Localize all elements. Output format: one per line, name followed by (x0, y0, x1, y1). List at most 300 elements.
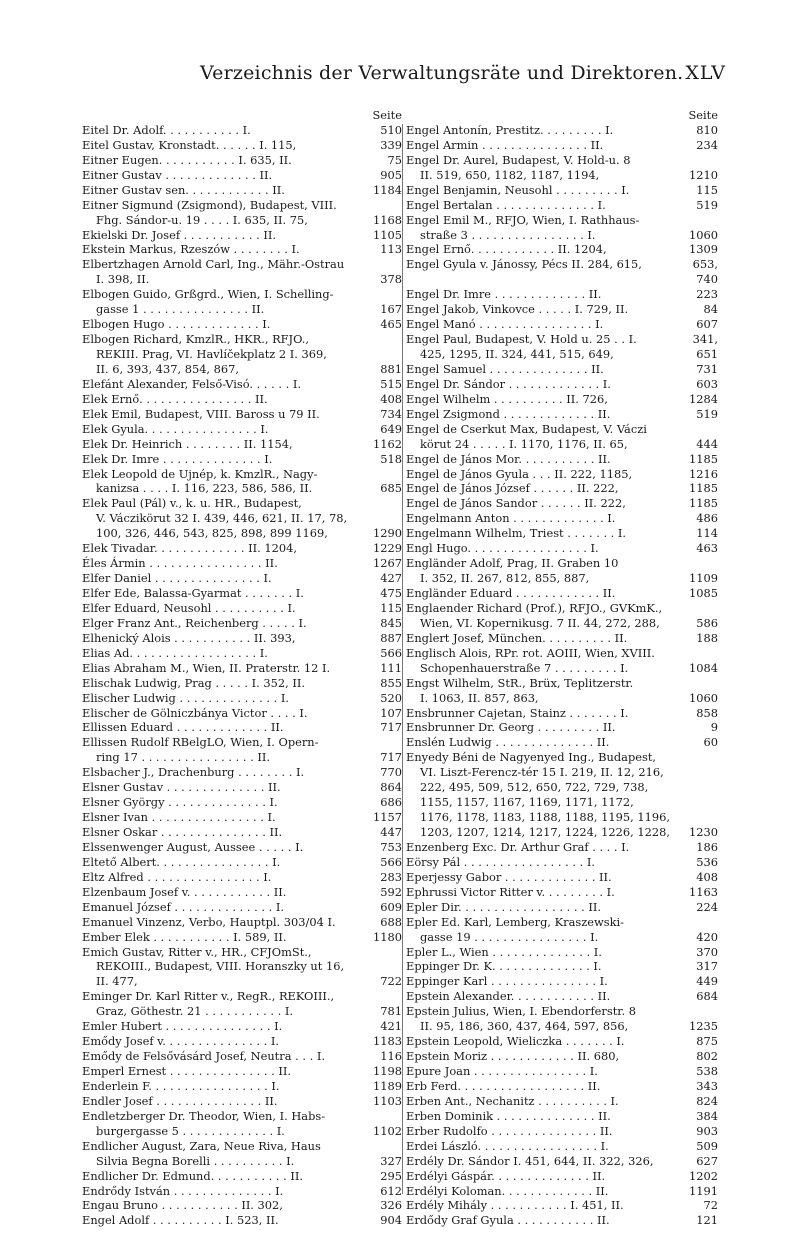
entry-text: Fhg. Sándor-u. 19 . . . . I. 635, II. 75, (96, 212, 308, 227)
entry-line (406, 989, 718, 1004)
entry-line (406, 198, 718, 213)
entry-text: Englaender Richard (Prof.), RFJO., GVKmK., (406, 600, 663, 615)
entry-text: Enzenberg Exc. Dr. Arthur Graf . . . . I. (406, 839, 630, 854)
entry-line (406, 1094, 718, 1109)
entry-text: Erben Dominik . . . . . . . . . . . . . . II. (406, 1108, 611, 1123)
index-entry (406, 422, 718, 452)
page-reference: 343 (696, 1078, 718, 1093)
entry-line (406, 586, 718, 601)
entry-line (406, 138, 718, 153)
column-divider (402, 124, 403, 1194)
left-column (82, 108, 402, 1228)
index-entry (82, 392, 402, 407)
entry-line (406, 1184, 718, 1199)
entry-text: Engel de János Mor. . . . . . . . . . . II. (406, 451, 611, 466)
page-reference: 1284 (689, 391, 718, 406)
entry-line (82, 945, 402, 960)
page-reference (399, 496, 402, 511)
page-reference: 1185 (689, 451, 718, 466)
index-entry (406, 198, 718, 213)
index-entry (406, 123, 718, 138)
entry-line (406, 228, 718, 243)
index-entry (406, 317, 718, 332)
entry-line (82, 1079, 402, 1094)
index-entry (406, 1124, 718, 1139)
entry-line (406, 168, 718, 183)
page-reference: 167 (380, 302, 402, 317)
entry-text: Engländer Adolf, Prag, II. Graben 10 (406, 556, 619, 571)
entry-line (406, 661, 718, 676)
entry-line (406, 1169, 718, 1184)
page-reference: 566 (380, 854, 402, 869)
page-reference: 731 (696, 361, 718, 376)
page-reference: 317 (696, 959, 718, 974)
index-entry (406, 467, 718, 482)
index-entry (406, 750, 718, 840)
entry-line (406, 242, 718, 257)
index-entry (82, 1064, 402, 1079)
entry-text: Ellissen Rudolf RBelgLO, Wien, I. Opern- (82, 735, 319, 750)
entry-text: Elek Leopold de Ujnép, k. KmzlR., Nagy- (82, 466, 318, 481)
page-reference: 447 (380, 825, 402, 839)
entry-line (82, 1139, 402, 1154)
entry-line (406, 616, 718, 631)
page-reference: 186 (696, 839, 718, 854)
index-entry (82, 153, 402, 168)
page-reference: 905 (380, 167, 402, 182)
entry-line (82, 646, 402, 661)
page-reference (399, 1139, 402, 1154)
entry-text: 1203, 1207, 1214, 1217, 1224, 1226, 1228, (420, 825, 670, 839)
entry-text: Ensbrunner Dr. Georg . . . . . . . . . II. (406, 720, 616, 735)
index-entry (406, 885, 718, 900)
entry-line (406, 437, 718, 452)
entry-line (82, 586, 402, 601)
page-reference (715, 646, 718, 661)
entry-line (406, 691, 718, 706)
entry-line (406, 1139, 718, 1154)
page-reference: 427 (380, 571, 402, 586)
entry-line (406, 153, 718, 168)
entry-text: II. 519, 650, 1182, 1187, 1194, (420, 167, 600, 182)
index-entry (82, 1109, 402, 1139)
entry-text: Endler Josef . . . . . . . . . . . . . . . II. (82, 1093, 278, 1108)
page-reference: 1162 (373, 436, 402, 451)
entry-text: REKIII. Prag, VI. Havlíčekplatz 2 I. 369, (96, 347, 327, 361)
entry-text: Eitner Eugen. . . . . . . . . . . I. 635, II. (82, 152, 292, 167)
entry-text: Silvia Begna Borelli . . . . . . . . . . I. (96, 1153, 295, 1168)
entry-text: Engel Bertalan . . . . . . . . . . . . . . I. (406, 197, 606, 212)
index-entry (82, 1198, 402, 1213)
entry-text: Erdei László. . . . . . . . . . . . . . . . . I. (406, 1138, 609, 1153)
page-reference: 1105 (373, 227, 402, 242)
entry-line (406, 511, 718, 526)
entry-line (82, 915, 402, 930)
page-reference: 651 (696, 347, 718, 361)
entry-line (406, 646, 718, 661)
entry-line (82, 870, 402, 885)
entry-line (82, 840, 402, 855)
entry-line (82, 302, 402, 317)
entry-line (82, 407, 402, 422)
entry-text: Epler Dir. . . . . . . . . . . . . . . . . . II. (406, 899, 601, 914)
entry-line (406, 556, 718, 571)
entry-line (82, 242, 402, 257)
entry-text: Elsner Gustav . . . . . . . . . . . . . . II. (82, 780, 281, 795)
entry-text: Emperl Ernest . . . . . . . . . . . . . . . II. (82, 1064, 291, 1078)
entry-text: 222, 495, 509, 512, 650, 722, 729, 738, (420, 780, 649, 795)
entry-line (406, 1034, 718, 1049)
index-entry (406, 915, 718, 945)
index-entry (82, 496, 402, 541)
entry-line (82, 571, 402, 586)
page-reference: 370 (696, 944, 718, 959)
entry-line (406, 183, 718, 198)
index-entry (406, 735, 718, 750)
index-entry (82, 661, 402, 676)
entry-text: Erdélyi Koloman. . . . . . . . . . . . . II. (406, 1183, 609, 1198)
index-entry (82, 1049, 402, 1064)
entry-text: REKOIII., Budapest, VIII. Horanszky ut 16, (96, 959, 345, 974)
index-entry (82, 123, 402, 138)
entry-line (82, 541, 402, 556)
index-entry (82, 795, 402, 810)
entry-line (82, 168, 402, 183)
page-reference: 810 (696, 122, 718, 137)
entry-line (406, 676, 718, 691)
entry-text: V. Váczikörut 32 I. 439, 446, 621, II. 17, 78, (96, 511, 348, 526)
entry-line (406, 840, 718, 855)
index-entry (406, 1198, 718, 1213)
page-reference: 855 (380, 675, 402, 690)
index-entry (406, 392, 718, 407)
index-entry (82, 257, 402, 287)
page-reference: 1230 (689, 825, 718, 839)
entry-line (82, 959, 402, 974)
right-column (406, 108, 718, 1228)
page-reference (399, 945, 402, 960)
entry-text: Elsner György . . . . . . . . . . . . . . I. (82, 795, 278, 810)
entry-line (82, 661, 402, 676)
entry-text: Eitner Sigmund (Zsigmond), Budapest, VIII. (82, 197, 337, 212)
entry-text: Engel Paul, Budapest, V. Hold u. 25 . . I. (406, 332, 637, 347)
seite-label: Seite (372, 108, 402, 122)
page-reference: 566 (380, 645, 402, 660)
page-reference: 904 (380, 1213, 402, 1228)
index-entry (406, 900, 718, 915)
page-reference (715, 915, 718, 930)
entry-text: Epstein Julius, Wien, I. Ebendorferstr. 8 (406, 1004, 636, 1019)
entry-line (406, 392, 718, 407)
entry-line (406, 1064, 718, 1079)
entry-line (406, 1109, 718, 1124)
index-entry (82, 138, 402, 153)
entry-line (406, 467, 718, 482)
index-entry (82, 885, 402, 900)
page-reference (715, 676, 718, 691)
entry-text: Eltz Alfred . . . . . . . . . . . . . . . . I. (82, 869, 272, 884)
index-entry (406, 974, 718, 989)
entry-line (82, 511, 402, 526)
page-reference: 463 (696, 541, 718, 556)
page-reference: 1191 (689, 1183, 718, 1198)
entry-line (82, 1094, 402, 1109)
entry-text: Elsner Ivan . . . . . . . . . . . . . . . . I. (82, 810, 276, 825)
index-entry (406, 1139, 718, 1154)
index-entry (82, 676, 402, 691)
index-entry (82, 1034, 402, 1049)
index-entry (82, 437, 402, 452)
page-reference: 341, (692, 332, 718, 347)
entry-text: Elzenbaum Josef v. . . . . . . . . . . . II. (82, 884, 287, 899)
entry-text: Ephrussi Victor Ritter v. . . . . . . . . I. (406, 884, 615, 899)
entry-line (82, 138, 402, 153)
entry-line (82, 750, 402, 765)
page-reference: 114 (696, 526, 718, 541)
page-reference (715, 213, 718, 228)
page-reference: 223 (696, 287, 718, 302)
page-reference: 444 (696, 436, 718, 451)
entry-text: Enyedy Béni de Nagyenyed Ing., Budapest, (406, 750, 657, 765)
entry-text: Endletzberger Dr. Theodor, Wien, I. Habs- (82, 1108, 326, 1123)
entry-text: Engel Ernő. . . . . . . . . . . . II. 1204, (406, 242, 607, 257)
page-reference (715, 601, 718, 616)
entry-text: Wien, VI. Kopernikusg. 7 II. 44, 272, 288, (420, 615, 660, 630)
page-reference: 295 (380, 1168, 402, 1183)
index-entry (406, 1079, 718, 1094)
page-reference: 1103 (373, 1093, 402, 1108)
entry-line (406, 974, 718, 989)
index-entry (82, 930, 402, 945)
page-reference: 586 (696, 615, 718, 630)
entry-line (406, 526, 718, 541)
page-reference (399, 467, 402, 482)
entry-text: Engst Wilhelm, StR., Brüx, Teplitzerstr. (406, 675, 634, 690)
entry-text: Engel Dr. Imre . . . . . . . . . . . . . II. (406, 287, 602, 302)
page-reference: 740 (696, 272, 718, 287)
entry-text: Engländer Eduard . . . . . . . . . . . . II. (406, 586, 616, 600)
index-entry (82, 228, 402, 243)
entry-line (82, 362, 402, 377)
index-entry (406, 1034, 718, 1049)
page-reference: 9 (710, 720, 718, 735)
entry-line (406, 735, 718, 750)
page-reference: 1309 (689, 242, 718, 257)
page-reference: 875 (696, 1034, 718, 1049)
page-reference: 1235 (689, 1019, 718, 1034)
entry-line (406, 1079, 718, 1094)
index-entry (406, 496, 718, 511)
entry-text: Engel Dr. Aurel, Budapest, V. Hold-u. 8 (406, 152, 631, 167)
page-reference: 717 (380, 720, 402, 735)
page-reference: 1216 (689, 466, 718, 481)
page-reference: 224 (696, 899, 718, 914)
entry-text: Elias Ad. . . . . . . . . . . . . . . . . . I. (82, 645, 268, 660)
entry-text: Elek Dr. Heinrich . . . . . . . . II. 1154, (82, 436, 293, 451)
entry-line (82, 481, 402, 496)
entry-line (82, 437, 402, 452)
page-reference (399, 959, 402, 974)
entry-line (82, 930, 402, 945)
page-reference: 1229 (373, 541, 402, 556)
entry-text: Emődy de Felsővásárd Josef, Neutra . . . I. (82, 1049, 325, 1064)
page-reference (715, 765, 718, 780)
entry-line (82, 780, 402, 795)
entry-text: Eitel Gustav, Kronstadt. . . . . . I. 115, (82, 137, 297, 152)
entry-line (82, 213, 402, 228)
entry-line (82, 855, 402, 870)
entry-text: Engel Samuel . . . . . . . . . . . . . . II. (406, 361, 604, 376)
index-entry (82, 467, 402, 497)
index-entry (406, 213, 718, 243)
page-reference: 384 (696, 1108, 718, 1123)
entry-text: Epure Joan . . . . . . . . . . . . . . . . I. (406, 1064, 598, 1078)
entry-line (406, 213, 718, 228)
index-entry (82, 1169, 402, 1184)
entry-line (82, 1154, 402, 1169)
index-entry (82, 541, 402, 556)
entry-text: Epler L., Wien . . . . . . . . . . . . . . I. (406, 944, 602, 959)
entry-text: Elfer Ede, Balassa-Gyarmat . . . . . . . I. (82, 586, 304, 600)
entry-line (406, 810, 718, 825)
page-reference (399, 989, 402, 1004)
entry-text: Elhenický Alois . . . . . . . . . . . II. 393, (82, 630, 296, 645)
entry-text: I. 398, II. (96, 272, 150, 287)
entry-text: Erb Ferd. . . . . . . . . . . . . . . . . . II. (406, 1078, 601, 1093)
entry-text: Elek Emil, Budapest, VIII. Baross u 79 II. (82, 406, 320, 421)
entry-text: straße 3 . . . . . . . . . . . . . . . . I. (420, 227, 596, 242)
entry-text: I. 1063, II. 857, 863, (420, 690, 539, 705)
entry-line (82, 1019, 402, 1034)
index-entry (82, 1139, 402, 1169)
page-reference: 722 (380, 974, 402, 989)
index-entry (406, 959, 718, 974)
index-entry (406, 377, 718, 392)
entry-text: Emler Hubert . . . . . . . . . . . . . . . I. (82, 1019, 283, 1034)
index-entry (82, 945, 402, 990)
page-reference: 1180 (373, 929, 402, 944)
entry-text: Ekielski Dr. Josef . . . . . . . . . . . II. (82, 227, 276, 242)
entry-line (82, 257, 402, 272)
entry-line (82, 347, 402, 362)
index-entry (82, 825, 402, 840)
entry-text: körut 24 . . . . . I. 1170, 1176, II. 65, (420, 436, 628, 451)
entry-text: Endlicher Dr. Edmund. . . . . . . . . . . II. (82, 1168, 303, 1183)
page-reference: 421 (380, 1019, 402, 1034)
entry-line (82, 526, 402, 541)
index-entry (406, 1109, 718, 1124)
index-entry (406, 840, 718, 855)
page-reference: 607 (696, 317, 718, 332)
page-reference: 903 (696, 1123, 718, 1138)
entry-line (82, 974, 402, 989)
entry-line (406, 1154, 718, 1169)
page-reference: 1184 (373, 182, 402, 197)
entry-line (82, 601, 402, 616)
entry-line (82, 1004, 402, 1019)
entry-text: Elek Ernő. . . . . . . . . . . . . . . . II. (82, 391, 268, 406)
index-entry (82, 646, 402, 661)
page-reference: 864 (380, 780, 402, 795)
page-reference: 84 (703, 302, 718, 317)
page-reference: 234 (696, 137, 718, 152)
entry-text: Engau Bruno . . . . . . . . . . . II. 302, (82, 1198, 283, 1213)
entry-line (82, 1213, 402, 1228)
entry-text: Elefánt Alexander, Felső-Visó. . . . . . I. (82, 376, 301, 391)
page-reference: 1183 (373, 1034, 402, 1049)
page-reference (399, 735, 402, 750)
index-entry (82, 332, 402, 377)
index-entry (406, 526, 718, 541)
entry-text: Engel Emil M., RFJO, Wien, I. Rathhaus- (406, 212, 640, 227)
page-reference: 1085 (689, 586, 718, 600)
entry-text: Erber Rudolfo . . . . . . . . . . . . . . . II. (406, 1123, 613, 1138)
page-reference (715, 1004, 718, 1019)
entry-line (406, 915, 718, 930)
entry-line (82, 467, 402, 482)
page-reference: 283 (380, 869, 402, 884)
page-reference: 1185 (689, 496, 718, 511)
page-header (0, 62, 800, 86)
index-entry (82, 765, 402, 780)
index-entry (82, 407, 402, 422)
page-reference (715, 810, 718, 825)
page-reference: 1163 (689, 884, 718, 899)
entry-line (82, 1064, 402, 1079)
entry-line (82, 422, 402, 437)
entry-text: Englert Josef, München. . . . . . . . . . II. (406, 630, 628, 645)
entry-line (82, 452, 402, 467)
page-reference: 72 (703, 1198, 718, 1213)
entry-line (82, 183, 402, 198)
entry-text: Erdődy Graf Gyula . . . . . . . . . . . II. (406, 1213, 610, 1228)
entry-text: II. 477, (96, 974, 138, 989)
index-entry (406, 1184, 718, 1199)
entry-line (82, 1124, 402, 1139)
index-entry (406, 676, 718, 706)
entry-text: II. 95, 186, 360, 437, 464, 597, 856, (420, 1019, 629, 1034)
index-entry (406, 153, 718, 183)
entry-text: 100, 326, 446, 543, 825, 898, 899 1169, (96, 526, 328, 541)
entry-line (82, 765, 402, 780)
entry-line (82, 795, 402, 810)
entry-line (82, 676, 402, 691)
page-reference: 612 (380, 1183, 402, 1198)
index-entry (82, 706, 402, 721)
index-entry (406, 332, 718, 362)
entry-text: Engel Dr. Sándor . . . . . . . . . . . . . I. (406, 376, 611, 391)
index-entry (406, 1049, 718, 1064)
page-number: XLV (685, 62, 726, 84)
page-reference: 116 (380, 1049, 402, 1064)
entry-line (406, 1213, 718, 1228)
page-reference: 753 (380, 839, 402, 854)
entry-text: Elek Dr. Imre . . . . . . . . . . . . . . I. (82, 451, 273, 466)
page-reference: 75 (387, 152, 402, 167)
entry-text: Elfer Daniel . . . . . . . . . . . . . . . I. (82, 571, 272, 586)
entry-line (406, 825, 718, 840)
entry-text: Elias Abraham M., Wien, II. Praterstr. 12 I. (82, 660, 331, 675)
entry-line (406, 795, 718, 810)
index-entry (82, 287, 402, 317)
page-reference: 1157 (373, 810, 402, 825)
page-reference (399, 347, 402, 362)
entry-text: Graz, Göthestr. 21 . . . . . . . . . . . I. (96, 1004, 293, 1019)
entry-line (82, 123, 402, 138)
index-entry (406, 945, 718, 960)
index-entry (82, 616, 402, 631)
entry-text: Elek Gyula. . . . . . . . . . . . . . . . I. (82, 421, 269, 436)
